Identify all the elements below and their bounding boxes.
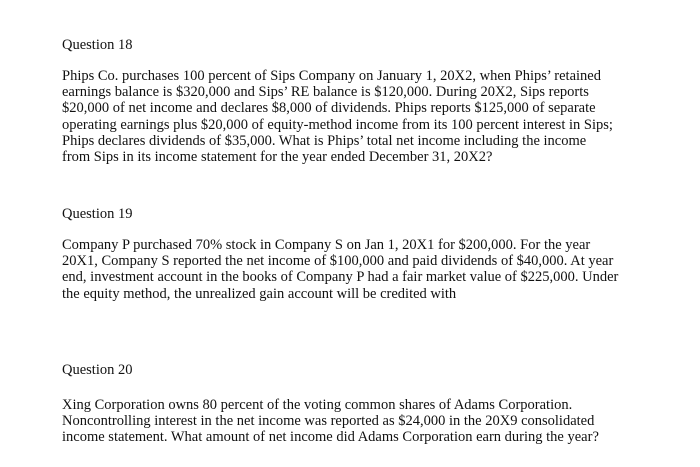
question-18-text <box>62 68 662 165</box>
question-19-title: Question 19 <box>62 206 133 222</box>
question-19-line: the equity method, the unrealized gain account will be credited with <box>62 285 457 302</box>
question-19-line: end, investment account in the books of Company P had a fair market value of $225,000. Under <box>62 269 619 286</box>
question-20-line: Noncontrolling interest in the net income was reported as $24,000 in the 20X9 consolidated <box>62 413 595 430</box>
question-19-text <box>62 237 662 302</box>
question-20-title: Question 20 <box>62 362 133 378</box>
question-18-line: operating earnings plus $20,000 of equity-method income from its 100 percent interest in Sips; <box>62 116 613 133</box>
question-19-line: Company P purchased 70% stock in Company S on Jan 1, 20X1 for $200,000. For the year <box>62 237 591 253</box>
question-20-line: Xing Corporation owns 80 percent of the voting common shares of Adams Corporation. <box>62 397 573 413</box>
question-18-title: Question 18 <box>62 37 133 53</box>
question-18-line: Phips Co. purchases 100 percent of Sips Company on January 1, 20X2, when Phips’ retained <box>62 68 601 84</box>
question-18-line: earnings balance is $320,000 and Sips’ RE balance is $120,000. During 20X2, Sips reports <box>62 84 589 101</box>
question-18-line: $20,000 of net income and declares $8,000 of dividends. Phips reports $125,000 of separate <box>62 100 596 117</box>
question-18-line: Phips declares dividends of $35,000. What is Phips’ total net income including the income <box>62 132 587 149</box>
question-20-line: income statement. What amount of net income did Adams Corporation earn during the year? <box>62 429 599 446</box>
question-18-line: from Sips in its income statement for the year ended December 31, 20X2? <box>62 149 493 166</box>
question-20-text <box>62 397 662 446</box>
question-19-line: 20X1, Company S reported the net income of $100,000 and paid dividends of $40,000. At year <box>62 253 614 270</box>
